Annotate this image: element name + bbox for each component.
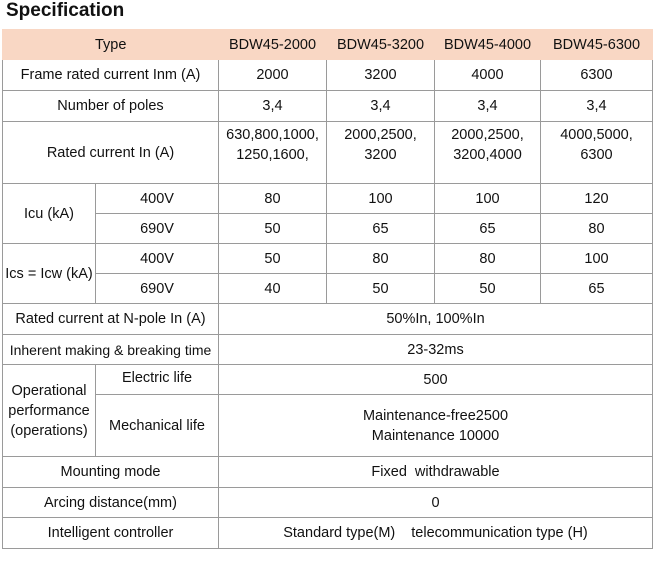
- ics-label: Ics = Icw (kA): [3, 244, 96, 304]
- table-row: [3, 214, 653, 244]
- table-row: [3, 335, 653, 365]
- ics-value: 80: [435, 244, 541, 274]
- mechanical-life-label: Mechanical life: [96, 395, 219, 457]
- frame-current-label: Frame rated current Inm (A): [3, 60, 219, 91]
- rated-current-value: [541, 122, 653, 184]
- rated-current-value: [435, 122, 541, 184]
- making-time-label: Inherent making & breaking time: [3, 335, 219, 365]
- icu-value: 65: [327, 214, 435, 244]
- value-line: Maintenance-free2500: [362, 407, 509, 424]
- icu-value: 100: [435, 184, 541, 214]
- electric-life-value: 500: [219, 365, 653, 395]
- poles-label: Number of poles: [3, 91, 219, 122]
- specification-table: [2, 29, 653, 549]
- value-line: Maintenance 10000: [371, 427, 500, 444]
- value-line: 2000,2500,: [344, 127, 417, 143]
- icu-label: Icu (kA): [3, 184, 96, 244]
- table-row: [3, 518, 653, 549]
- frame-current-value: 6300: [541, 60, 653, 91]
- icu-value: 80: [219, 184, 327, 214]
- icu-value: 80: [541, 214, 653, 244]
- table-row: [3, 184, 653, 214]
- rated-current-value: [219, 122, 327, 184]
- controller-type: Standard type(M): [283, 525, 396, 541]
- value-line: 3200,4000: [453, 147, 522, 163]
- label-line: Operational: [11, 382, 87, 399]
- icu-value: 120: [541, 184, 653, 214]
- voltage-label: 400V: [96, 184, 219, 214]
- ics-value: 80: [327, 244, 435, 274]
- value-line: 1250,1600,: [236, 147, 309, 163]
- table-row: [3, 365, 653, 395]
- npole-current-label: Rated current at N-pole In (A): [3, 304, 219, 335]
- ics-value: 50: [219, 244, 327, 274]
- voltage-label: 690V: [96, 214, 219, 244]
- table-row: [3, 274, 653, 304]
- table-row: [3, 91, 653, 122]
- ics-value: 100: [541, 244, 653, 274]
- mechanical-life-value: [219, 395, 653, 457]
- making-time-value: 23-32ms: [219, 335, 653, 365]
- type-label: Type: [3, 30, 219, 60]
- controller-value: [219, 518, 653, 549]
- label-line: performance: [8, 402, 90, 419]
- electric-life-label: Electric life: [96, 365, 219, 395]
- ics-value: 50: [435, 274, 541, 304]
- icu-value: 50: [219, 214, 327, 244]
- poles-value: 3,4: [327, 91, 435, 122]
- voltage-label: 690V: [96, 274, 219, 304]
- frame-current-value: 3200: [327, 60, 435, 91]
- model-header: BDW45-4000: [435, 30, 541, 60]
- poles-value: 3,4: [435, 91, 541, 122]
- header-row: [3, 30, 653, 60]
- poles-value: 3,4: [219, 91, 327, 122]
- controller-label: Intelligent controller: [3, 518, 219, 549]
- table-row: [3, 122, 653, 184]
- icu-value: 100: [327, 184, 435, 214]
- table-row: [3, 244, 653, 274]
- arcing-label: Arcing distance(mm): [3, 488, 219, 518]
- table-row: [3, 457, 653, 488]
- model-header: BDW45-6300: [541, 30, 653, 60]
- voltage-label: 400V: [96, 244, 219, 274]
- mounting-value: Fixed withdrawable: [219, 457, 653, 488]
- mounting-label: Mounting mode: [3, 457, 219, 488]
- table-row: [3, 60, 653, 91]
- rated-current-value: [327, 122, 435, 184]
- operational-label: [3, 365, 96, 457]
- table-row: [3, 488, 653, 518]
- model-header: BDW45-3200: [327, 30, 435, 60]
- rated-current-label: Rated current In (A): [3, 122, 219, 184]
- model-header: BDW45-2000: [219, 30, 327, 60]
- value-line: 630,800,1000,: [226, 127, 319, 143]
- arcing-value: 0: [219, 488, 653, 518]
- value-line: 3200: [364, 147, 397, 163]
- ics-value: 40: [219, 274, 327, 304]
- table-row: [3, 304, 653, 335]
- controller-type: telecommunication type (H): [411, 525, 588, 541]
- frame-current-value: 4000: [435, 60, 541, 91]
- poles-value: 3,4: [541, 91, 653, 122]
- label-line: (operations): [10, 422, 88, 439]
- frame-current-value: 2000: [219, 60, 327, 91]
- icu-value: 65: [435, 214, 541, 244]
- value-line: 6300: [580, 147, 613, 163]
- ics-value: 50: [327, 274, 435, 304]
- value-line: 2000,2500,: [451, 127, 524, 143]
- npole-current-value: 50%In, 100%In: [219, 304, 653, 335]
- ics-value: 65: [541, 274, 653, 304]
- page-title: Specification: [6, 0, 125, 21]
- table-row: [3, 395, 653, 457]
- value-line: 4000,5000,: [560, 127, 633, 143]
